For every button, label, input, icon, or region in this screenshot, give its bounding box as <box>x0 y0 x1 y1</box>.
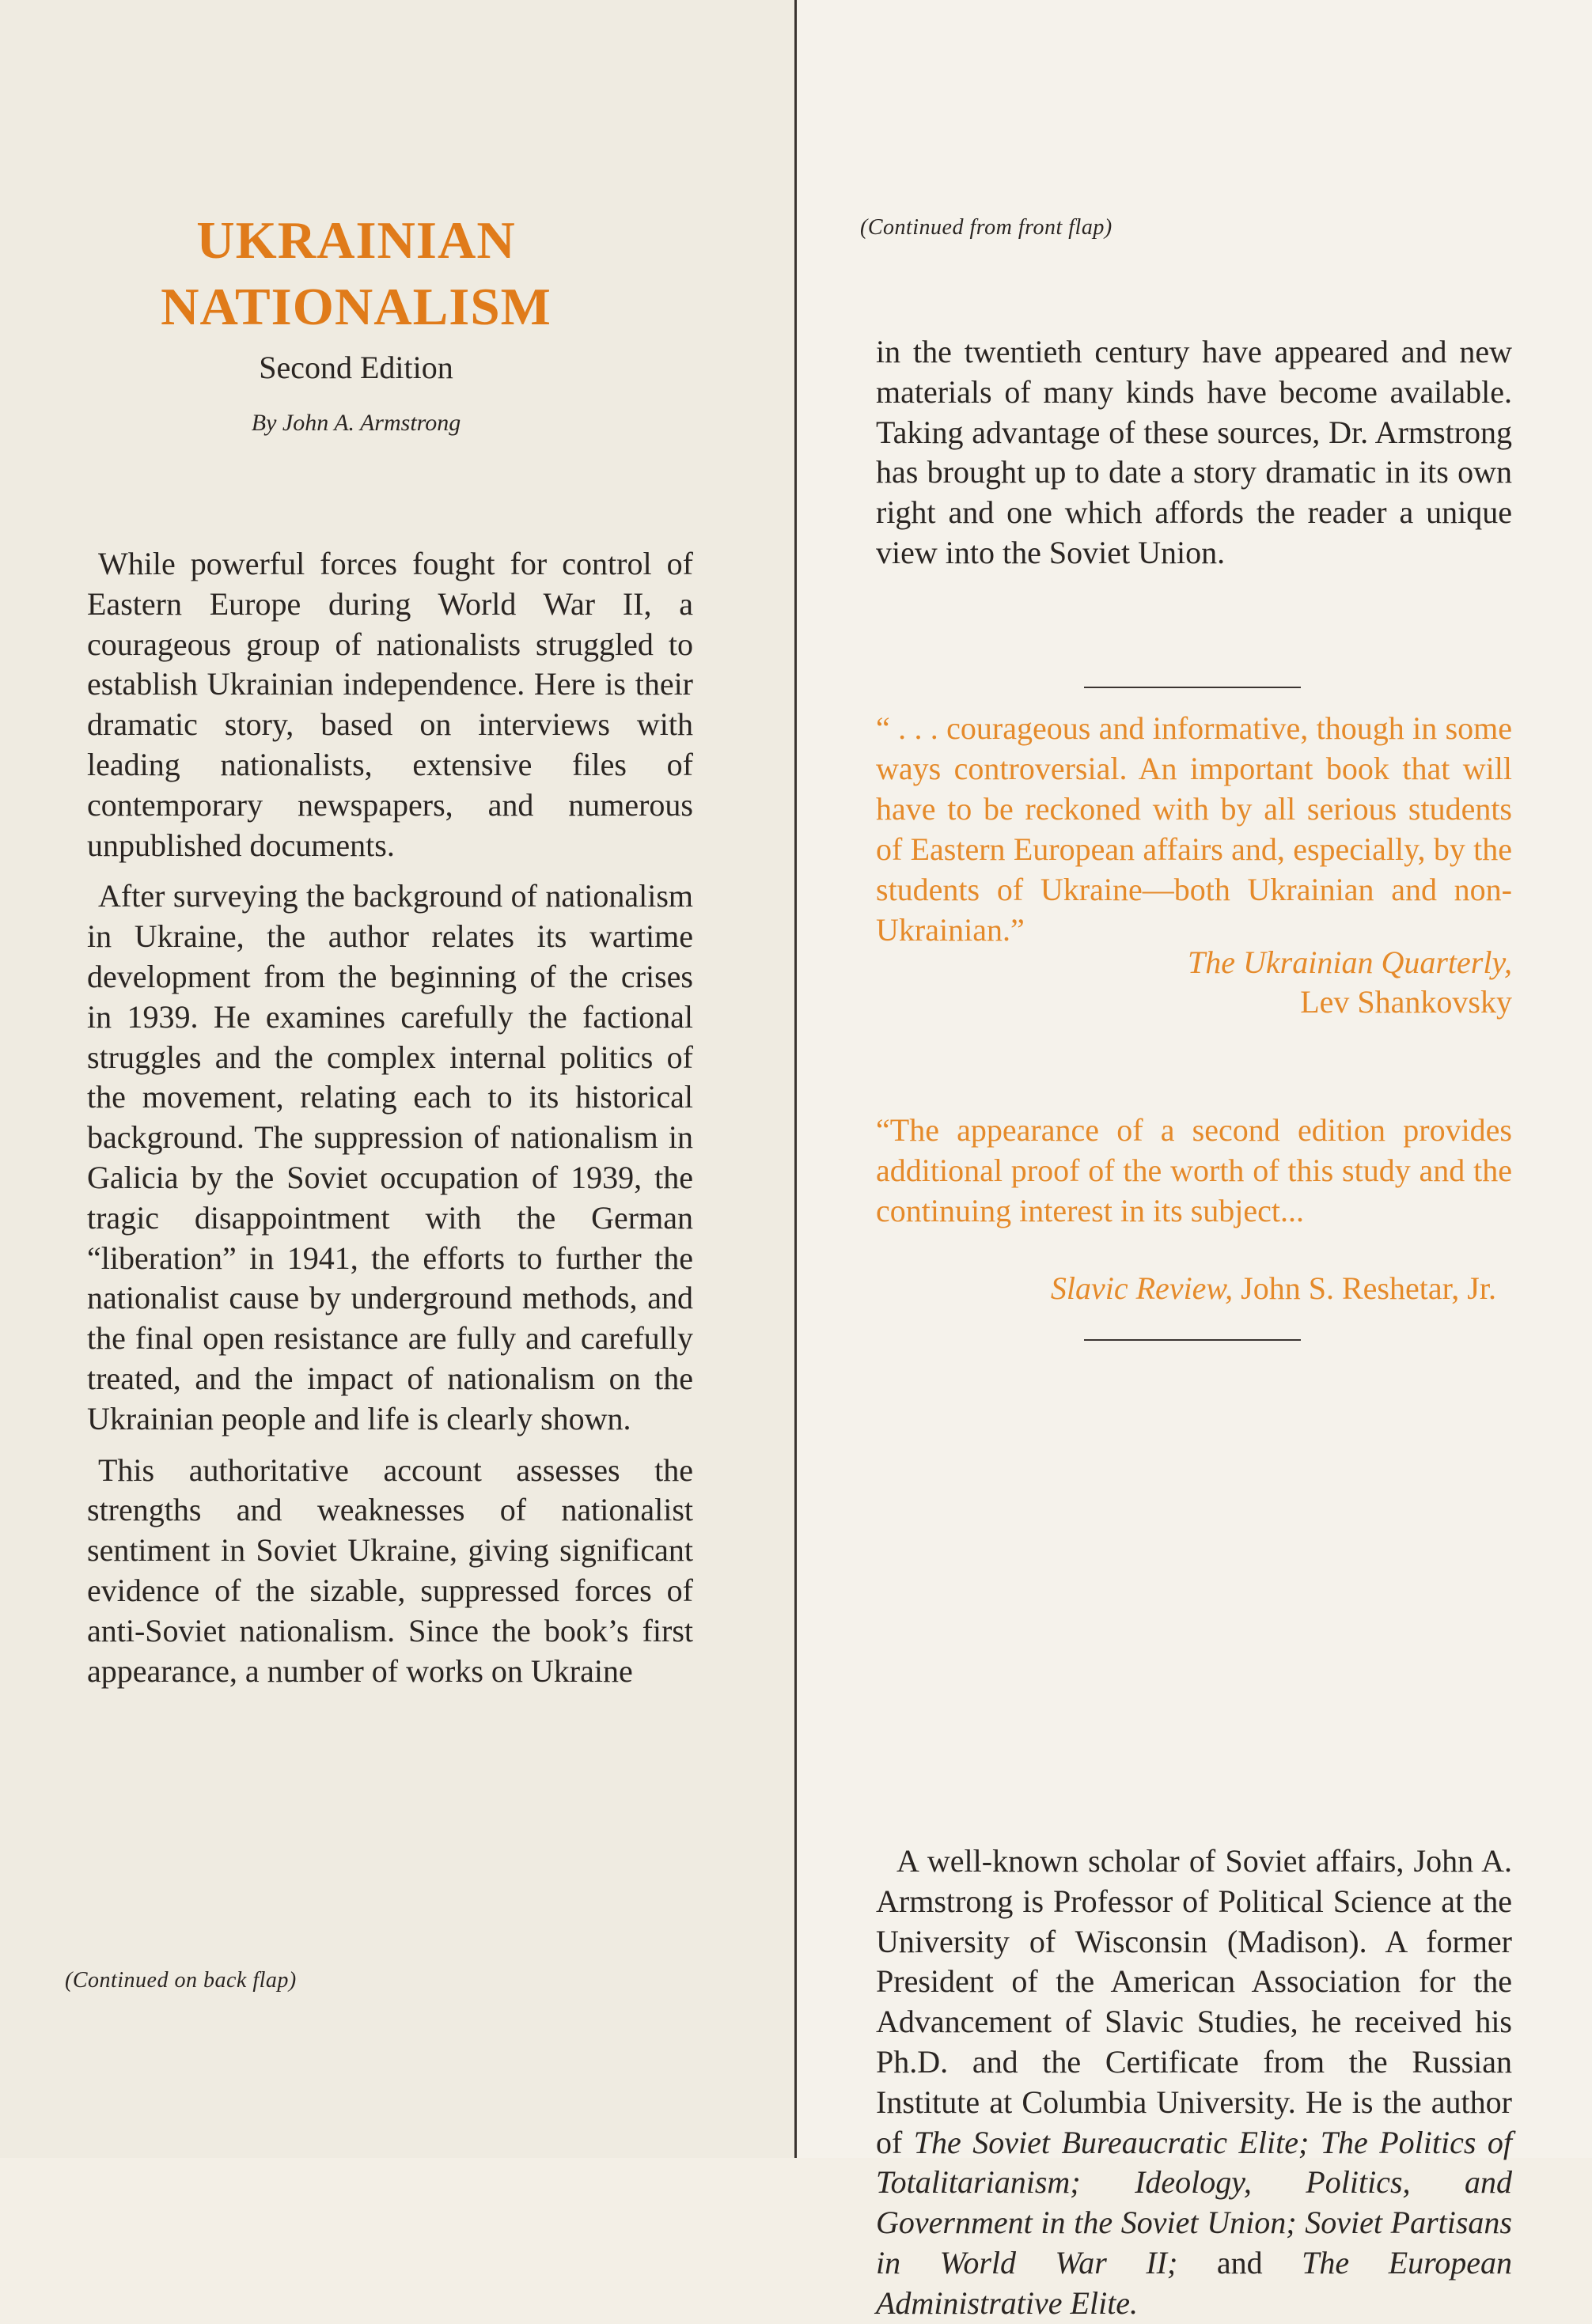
bio-text: A well-known scholar of Soviet affairs, John A. Armstrong is Professor of Political Science at the University of Wisconsin (Madison). A former President of the American Association for the Advancement of Slavic Studies, he received his Ph.D. and the Certificate from the Russian Institute at Columbia University. He is the author of <box>876 1843 1512 2160</box>
bio-books-2: The European Administrative Elite. <box>876 2244 1512 2321</box>
quote-1-source: The Ukrainian Quarterly, <box>1188 944 1512 980</box>
author-bio <box>876 1841 1512 2324</box>
bio-connector: and <box>1216 2244 1263 2280</box>
quote-2-author: John S. Reshetar, Jr. <box>1241 1270 1496 1306</box>
review-quote-1: “ . . . courageous and informative, though in some ways controversial. An important book that will have to be reckoned with by all serious students of Eastern European affairs and, especially, by the students of Ukraine—both Ukrainian and non-Ukrainian.” <box>876 710 1512 948</box>
continuation-block <box>876 332 1512 573</box>
title-line-2: NATIONALISM <box>161 278 552 336</box>
front-flap-body <box>87 544 693 1702</box>
quote-1-author: Lev Shankovsky <box>1300 984 1512 1020</box>
continuation-text: in the twentieth century have appeared and new materials of many kinds have become available. Taking advantage of these sources, Dr. Armstrong has brought up to date a story dramatic in its own right and one which affords the reader a unique view into the Soviet Union. <box>876 334 1512 570</box>
book-title <box>111 207 601 340</box>
quote-1-attribution <box>876 943 1512 1022</box>
quote-2-source: Slavic Review, <box>1050 1270 1234 1306</box>
continued-from-front-note: (Continued from front flap) <box>860 215 1113 240</box>
fold-line <box>794 0 797 2158</box>
bio-books-1: The Soviet Bureaucratic Elite; The Politics of Totalitarianism; Ideology, Politics, and Government in the Soviet Union; Soviet Partisans in World War II; <box>876 2124 1513 2280</box>
continued-on-back-note: (Continued on back flap) <box>65 1968 297 1993</box>
divider-rule-2 <box>1084 1339 1301 1341</box>
front-paragraph-2: After surveying the background of nationalism in Ukraine, the author relates its wartime development from the beginning of the crises in 1939. He examines carefully the factional struggles and the complex internal politics of the movement, relating each to its historical background. The suppression of nationalism in Galicia by the Soviet occupation of 1939, the tragic disappointment with the German “liberation” in 1941, the efforts to further the nationalist cause by underground methods, and the final open resistance are fully and carefully treated, and the impact of nationalism on the Ukrainian people and life is clearly shown. <box>87 878 693 1436</box>
front-paragraph-3: This authoritative account assesses the strengths and weaknesses of nationalist sentiment in Soviet Ukraine, giving significant evidence of the sizable, suppressed forces of anti-Soviet nationalism. Since the book’s first appearance, a number of works on Ukraine <box>87 1452 693 1689</box>
edition-label: Second Edition <box>259 350 453 385</box>
quote-2-attribution <box>876 1269 1512 1308</box>
title-line-1: UKRAINIAN <box>196 211 516 270</box>
divider-rule-1 <box>1084 687 1301 688</box>
back-flap <box>796 0 1592 2158</box>
author-byline: By John A. Armstrong <box>251 410 461 436</box>
review-quote-2: “The appearance of a second edition provides additional proof of the worth of this study and the continuing interest in its subject... <box>876 1112 1512 1228</box>
front-paragraph-1: While powerful forces fought for control of Eastern Europe during World War II, a courageous group of nationalists struggled to establish Ukrainian independence. Here is their dramatic story, based on interviews with leading nationalists, extensive files of contemporary newspapers, and numerous unpublished documents. <box>87 546 693 863</box>
